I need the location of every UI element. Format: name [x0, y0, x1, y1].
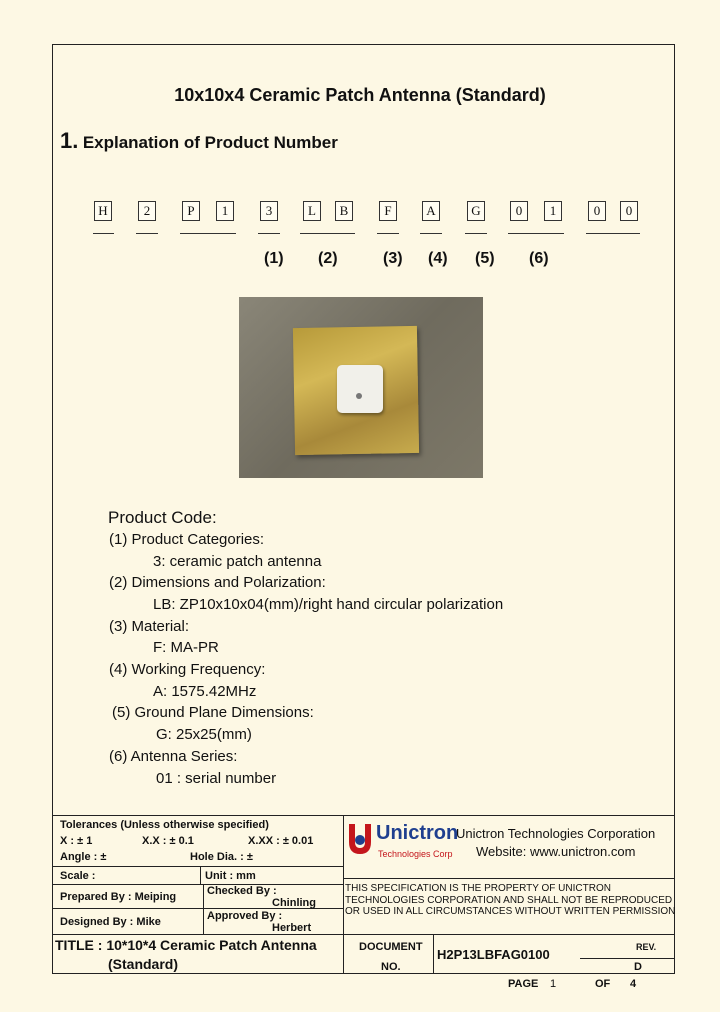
pn-underline — [180, 233, 236, 234]
code-line: LB: ZP10x10x04(mm)/right hand circular polarization — [153, 596, 504, 613]
title-block-top-rule — [53, 815, 674, 816]
approved-by-name: Herbert — [272, 922, 312, 934]
drawing-title-sub: (Standard) — [108, 956, 178, 972]
pn-char-3: P — [182, 201, 200, 221]
code-line: (6) Antenna Series: — [109, 748, 238, 765]
unit-label: Unit : mm — [205, 870, 256, 882]
feed-pin — [356, 393, 362, 399]
company-website: Website: www.unictron.com — [476, 844, 636, 859]
title-block-divider — [343, 815, 344, 973]
notice-line: OR USED IN ALL CIRCUMSTANCES WITHOUT WRITTEN PERMISSION — [345, 906, 676, 917]
pn-char-8: F — [379, 201, 397, 221]
code-line: (1) Product Categories: — [109, 531, 265, 548]
rev-label: REV. — [636, 942, 657, 952]
tol-x: X : ± 1 — [60, 835, 93, 847]
rule — [203, 884, 204, 934]
checked-by-name: Chinling — [272, 897, 316, 909]
ceramic-patch — [337, 365, 383, 413]
pn-char-14: 0 — [620, 201, 638, 221]
page-number: 1 — [550, 978, 557, 990]
tolerances-heading: Tolerances (Unless otherwise specified) — [60, 819, 269, 831]
code-line: (2) Dimensions and Polarization: — [109, 574, 326, 591]
notice-line: TECHNOLOGIES CORPORATION AND SHALL NOT BE REPRODUCED — [345, 895, 673, 906]
pn-underline — [586, 233, 640, 234]
code-line: G: 25x25(mm) — [156, 726, 252, 743]
page-label: PAGE — [508, 978, 539, 990]
rule — [433, 934, 434, 974]
code-line: (5) Ground Plane Dimensions: — [112, 704, 314, 721]
tol-hole: Hole Dia. : ± — [190, 851, 253, 863]
checked-by-label: Checked By : — [207, 885, 277, 897]
rule — [200, 866, 201, 884]
pn-char-1: H — [94, 201, 112, 221]
approved-by-label: Approved By : — [207, 910, 283, 922]
pn-char-11: 0 — [510, 201, 528, 221]
field-label-2: (2) — [318, 250, 338, 267]
pn-underline — [300, 233, 355, 234]
section-number: 1. — [60, 128, 79, 153]
code-line: A: 1575.42MHz — [153, 683, 257, 700]
antenna-photo — [239, 297, 483, 478]
tol-xxx: X.XX : ± 0.01 — [248, 835, 314, 847]
document-title: 10x10x4 Ceramic Patch Antenna (Standard) — [174, 85, 546, 105]
company-name: Unictron Technologies Corporation — [456, 826, 656, 841]
notice-line: THIS SPECIFICATION IS THE PROPERTY OF UNICTRON — [345, 883, 611, 894]
field-label-6: (6) — [529, 250, 549, 267]
field-label-1: (1) — [264, 250, 284, 267]
pn-char-5: 3 — [260, 201, 278, 221]
unictron-logo-icon — [345, 820, 375, 860]
pn-char-6: L — [303, 201, 321, 221]
prepared-by: Prepared By : Meiping — [60, 891, 177, 903]
logo-subtitle: Technologies Corp — [378, 849, 453, 859]
pn-char-7: B — [335, 201, 353, 221]
rule — [53, 934, 674, 935]
tol-angle: Angle : ± — [60, 851, 107, 863]
code-line: (4) Working Frequency: — [109, 661, 266, 678]
document-number: H2P13LBFAG0100 — [437, 947, 550, 962]
scale-label: Scale : — [60, 870, 96, 882]
product-code-heading: Product Code: — [108, 508, 217, 527]
pn-underline — [377, 233, 399, 234]
page-total: 4 — [630, 978, 637, 990]
section-title: Explanation of Product Number — [82, 133, 338, 152]
rule — [580, 958, 674, 959]
drawing-title: TITLE : 10*10*4 Ceramic Patch Antenna — [55, 937, 317, 953]
code-line: 01 : serial number — [156, 770, 277, 787]
code-line: F: MA-PR — [153, 639, 219, 656]
rule — [53, 884, 343, 885]
pn-char-2: 2 — [138, 201, 156, 221]
no-label: NO. — [381, 961, 401, 973]
field-label-4: (4) — [428, 250, 448, 267]
field-label-3: (3) — [383, 250, 403, 267]
field-label-5: (5) — [475, 250, 495, 267]
pn-underline — [258, 233, 280, 234]
code-line: 3: ceramic patch antenna — [153, 553, 322, 570]
pn-underline — [465, 233, 487, 234]
pn-underline — [508, 233, 564, 234]
section-heading — [60, 128, 338, 154]
pn-underline — [93, 233, 114, 234]
pn-char-4: 1 — [216, 201, 234, 221]
code-line: (3) Material: — [109, 618, 190, 635]
tol-xx: X.X : ± 0.1 — [142, 835, 194, 847]
of-label: OF — [595, 978, 611, 990]
pn-char-9: A — [422, 201, 440, 221]
document-label: DOCUMENT — [359, 941, 423, 953]
pn-char-10: G — [467, 201, 485, 221]
pn-char-12: 1 — [544, 201, 562, 221]
rev-value: D — [634, 961, 642, 973]
designed-by: Designed By : Mike — [60, 916, 161, 928]
logo-wordmark: Unictron — [376, 822, 459, 844]
pn-char-13: 0 — [588, 201, 606, 221]
pn-underline — [136, 233, 158, 234]
rule — [343, 878, 674, 879]
pn-underline — [420, 233, 442, 234]
rule — [53, 866, 343, 867]
